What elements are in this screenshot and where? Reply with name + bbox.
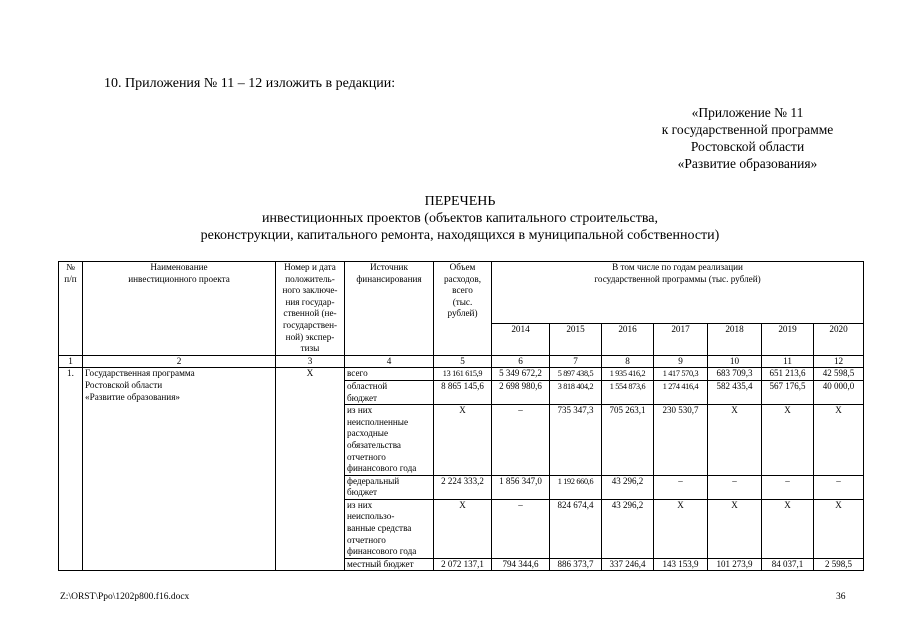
- footer-file-path: Z:\ORST\Ppo\1202p800.f16.docx: [60, 592, 190, 602]
- appendix-line: Ростовской области: [690, 139, 805, 154]
- year-cell: 582 435,4: [708, 380, 762, 404]
- total-cell: 8 865 145,6: [434, 380, 492, 404]
- year-cell: 886 373,7: [550, 558, 602, 571]
- column-number: 8: [602, 355, 654, 368]
- year-cell: 5 897 438,5: [550, 368, 602, 381]
- year-cell: –: [654, 475, 708, 499]
- column-number: 9: [654, 355, 708, 368]
- column-number: 3: [276, 355, 345, 368]
- total-cell: 2 224 333,2: [434, 475, 492, 499]
- year-cell: 230 530,7: [654, 405, 708, 476]
- year-cell: 705 263,1: [602, 405, 654, 476]
- year-cell: X: [762, 499, 814, 558]
- header-year: 2015: [550, 323, 602, 355]
- funding-source: из них неиспользо- ванные средства отчетного финансового года: [345, 499, 434, 558]
- project-name: Государственная программа Ростовской области «Развитие образования»: [83, 368, 276, 571]
- year-cell: 337 246,4: [602, 558, 654, 571]
- year-cell: 5 349 672,2: [492, 368, 550, 381]
- appendix-line: «Развитие образования»: [677, 156, 818, 171]
- year-cell: 567 176,5: [762, 380, 814, 404]
- header-total-expenses: Объем расходов, всего (тыс. рублей): [434, 262, 492, 356]
- year-cell: 1 274 416,4: [654, 380, 708, 404]
- project-expertise: X: [276, 368, 345, 571]
- total-cell: 13 161 615,9: [434, 368, 492, 381]
- column-number: 6: [492, 355, 550, 368]
- year-cell: 1 856 347,0: [492, 475, 550, 499]
- year-cell: 683 709,3: [708, 368, 762, 381]
- project-number: 1.: [59, 368, 83, 571]
- column-number: 5: [434, 355, 492, 368]
- year-cell: 2 698 980,6: [492, 380, 550, 404]
- header-years-group: В том числе по годам реализации государственной программы (тыс. рублей): [492, 262, 864, 324]
- column-number: 4: [345, 355, 434, 368]
- column-number: 2: [83, 355, 276, 368]
- funding-source: из них неисполненные расходные обязательства отчетного финансового года: [345, 405, 434, 476]
- column-number-row: [59, 355, 864, 368]
- column-number: 7: [550, 355, 602, 368]
- funding-source: областной бюджет: [345, 380, 434, 404]
- header-year: 2019: [762, 323, 814, 355]
- year-cell: 794 344,6: [492, 558, 550, 571]
- heading-subtitle-line1: инвестиционных проектов (объектов капитального строительства,: [261, 211, 659, 226]
- year-cell: 43 296,2: [602, 499, 654, 558]
- year-cell: –: [492, 405, 550, 476]
- column-number: 1: [59, 355, 83, 368]
- year-cell: –: [708, 475, 762, 499]
- header-year: 2016: [602, 323, 654, 355]
- header-year: 2020: [814, 323, 864, 355]
- funding-source: всего: [345, 368, 434, 381]
- header-year: 2014: [492, 323, 550, 355]
- header-project-name: Наименование инвестиционного проекта: [83, 262, 276, 356]
- year-cell: X: [654, 499, 708, 558]
- header-year: 2018: [708, 323, 762, 355]
- year-cell: X: [762, 405, 814, 476]
- heading-subtitle-line2: реконструкции, капитального ремонта, находящихся в муниципальной собственности): [200, 228, 720, 243]
- year-cell: 143 153,9: [654, 558, 708, 571]
- document-heading: [60, 193, 860, 244]
- year-cell: 40 000,0: [814, 380, 864, 404]
- year-cell: 101 273,9: [708, 558, 762, 571]
- year-cell: 84 037,1: [762, 558, 814, 571]
- appendix-line: к государственной программе: [661, 122, 834, 137]
- header-expertise: Номер и дата положитель- ного заключе- ния государ- ственной (не- государствен- ной) экспер- тизы: [276, 262, 345, 356]
- year-cell: X: [814, 405, 864, 476]
- year-cell: 42 598,5: [814, 368, 864, 381]
- year-cell: –: [814, 475, 864, 499]
- year-cell: 735 347,3: [550, 405, 602, 476]
- table-row: [59, 368, 864, 381]
- header-row: [59, 262, 864, 324]
- year-cell: 2 598,5: [814, 558, 864, 571]
- year-cell: 651 213,6: [762, 368, 814, 381]
- year-cell: X: [708, 405, 762, 476]
- funding-source: местный бюджет: [345, 558, 434, 571]
- investment-projects-table: [58, 261, 864, 571]
- year-cell: X: [814, 499, 864, 558]
- column-number: 12: [814, 355, 864, 368]
- year-cell: 1 192 660,6: [550, 475, 602, 499]
- year-cell: –: [492, 499, 550, 558]
- heading-title: ПЕРЕЧЕНЬ: [424, 194, 496, 209]
- header-funding-source: Источник финансирования: [345, 262, 434, 356]
- total-cell: X: [434, 405, 492, 476]
- appendix-line: «Приложение № 11: [691, 105, 804, 120]
- year-cell: 824 674,4: [550, 499, 602, 558]
- year-cell: 1 554 873,6: [602, 380, 654, 404]
- header-no: № п/п: [59, 262, 83, 356]
- column-number: 10: [708, 355, 762, 368]
- year-cell: 1 417 570,3: [654, 368, 708, 381]
- year-cell: X: [708, 499, 762, 558]
- header-year: 2017: [654, 323, 708, 355]
- footer-page-number: 36: [836, 592, 846, 602]
- total-cell: 2 072 137,1: [434, 558, 492, 571]
- intro-paragraph: 10. Приложения № 11 – 12 изложить в редакции:: [104, 76, 396, 91]
- appendix-note: [600, 104, 895, 172]
- year-cell: 3 818 404,2: [550, 380, 602, 404]
- year-cell: –: [762, 475, 814, 499]
- total-cell: X: [434, 499, 492, 558]
- column-number: 11: [762, 355, 814, 368]
- year-cell: 1 935 416,2: [602, 368, 654, 381]
- year-cell: 43 296,2: [602, 475, 654, 499]
- funding-source: федеральный бюджет: [345, 475, 434, 499]
